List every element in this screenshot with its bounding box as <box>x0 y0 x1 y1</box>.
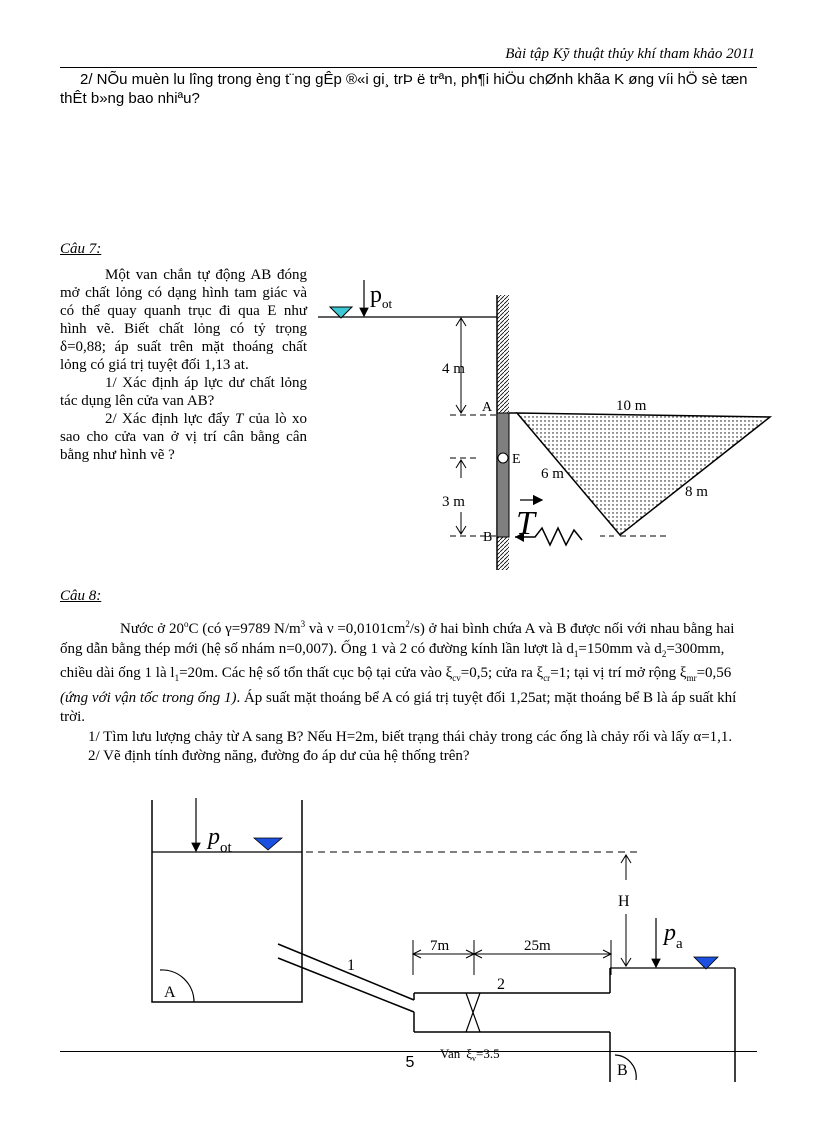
question8-text <box>60 615 760 767</box>
dim-8m-label: 8 m <box>685 484 708 500</box>
question7-title: Câu 7: <box>60 241 102 257</box>
dim-3m-label: 3 m <box>442 494 465 510</box>
pipe1-top <box>278 944 414 1000</box>
dim-7m-label: 7m <box>430 938 450 954</box>
header-divider <box>60 67 757 68</box>
dim-H-label: H <box>618 893 630 910</box>
tank-A-pot-label: $p_{ot}$ <box>208 824 232 856</box>
dim-25m-label: 25m <box>524 938 551 954</box>
valve-symbol <box>466 993 480 1032</box>
dim-10m-label: 10 m <box>616 398 647 414</box>
question8-item1: 1/ Tìm lưu lượng chảy từ A sang B? Nếu H=2m, biết trạng thái chảy trong các ống là chảy rối và lấy α=1,1. <box>88 728 733 745</box>
question7-figure <box>300 270 780 580</box>
page-number: 5 <box>405 1054 415 1071</box>
valve-label: Van $\xi_v=3.5$ <box>440 1046 500 1063</box>
force-T-symbol: T <box>235 411 244 427</box>
tank-B-water-icon <box>694 957 718 969</box>
dim-4m-label: 4 m <box>442 361 465 377</box>
question7-intro: Một van chắn tự động AB đóng mở chất lỏng có dạng hình tam giác và có thể quay quanh trục đi qua E như hình vẽ. Biết chất lỏng có tỷ trọng δ=0,88; áp suất trên mặt thoáng chất lỏng có giá trị tuyệt đối 1,13 at. <box>60 267 307 373</box>
garbled-paragraph: 2/ NÕu muèn lu lîng trong èng t¨ng gÊp ®«i gi¸ trÞ ë trªn, ph¶i hiÖu chØnh khãa K øng víi hÖ sè tæn thÊt b»ng bao nhiªu? <box>60 71 748 107</box>
question8-figure <box>140 790 760 1090</box>
label-A: A <box>482 400 493 415</box>
pipe2-label: 2 <box>497 976 505 993</box>
p-ot-label: $p_{ot}$ <box>370 282 393 311</box>
question7-text <box>60 266 307 464</box>
tank-A-water-icon <box>254 838 282 850</box>
label-T: T <box>516 505 535 542</box>
water-level-icon <box>330 307 352 318</box>
question7-item2: 2/ Xác định lực đẩy T của lò xo sao cho cửa van ở vị trí cân bằng cân bằng như hình vẽ ? <box>60 411 307 463</box>
question8-para1: Nước ở 20$^o$C (có γ=9789 $N/m^3$ và $\nu =0,0101cm^2/s$) ở hai bình chứa A và B được nối với nhau bằng hai ống dẫn bằng thép mới (hệ số nhám n=0,007). Ống 1 và 2 có đường kính lần lượt là $d_1=150mm$ và $d_2=300mm$, chiều dài ống 1 là $l_1=20m$. Các hệ số tổn thất cục bộ tại cửa vào $\xi_{cv}=0,5$; cửa ra $\xi_{cr}=1$; tại vị trí mở rộng $\xi_{mr}=0,56$ (ứng với vận tốc trong ống 1). Áp suất mặt thoáng bể A có giá trị tuyệt đối 1,25at; mặt thoáng bể B là áp suất khí trời. <box>60 619 737 725</box>
hinge-E <box>498 453 508 463</box>
tank-B-pa-label: $p_a$ <box>664 920 683 952</box>
page-header: Bài tập Kỹ thuật thủy khí tham khảo 2011 <box>505 46 755 62</box>
gate-AB <box>497 413 509 537</box>
question8-title: Câu 8: <box>60 588 102 604</box>
question8-item2: 2/ Vẽ định tính đường năng, đường đo áp dư của hệ thống trên? <box>88 748 470 764</box>
pipe1-label: 1 <box>347 957 355 974</box>
label-B: B <box>483 530 493 545</box>
tank-B-label: B <box>617 1062 628 1079</box>
footer-divider <box>60 1051 757 1052</box>
tank-A <box>152 800 302 1002</box>
dim-6m-label: 6 m <box>541 466 564 482</box>
pipe1-bottom <box>278 958 414 1012</box>
tank-A-label: A <box>164 984 176 1001</box>
question7-item1: 1/ Xác định áp lực dư chất lỏng tác dụng lên cửa van AB? <box>60 375 307 409</box>
label-E: E <box>512 452 521 467</box>
